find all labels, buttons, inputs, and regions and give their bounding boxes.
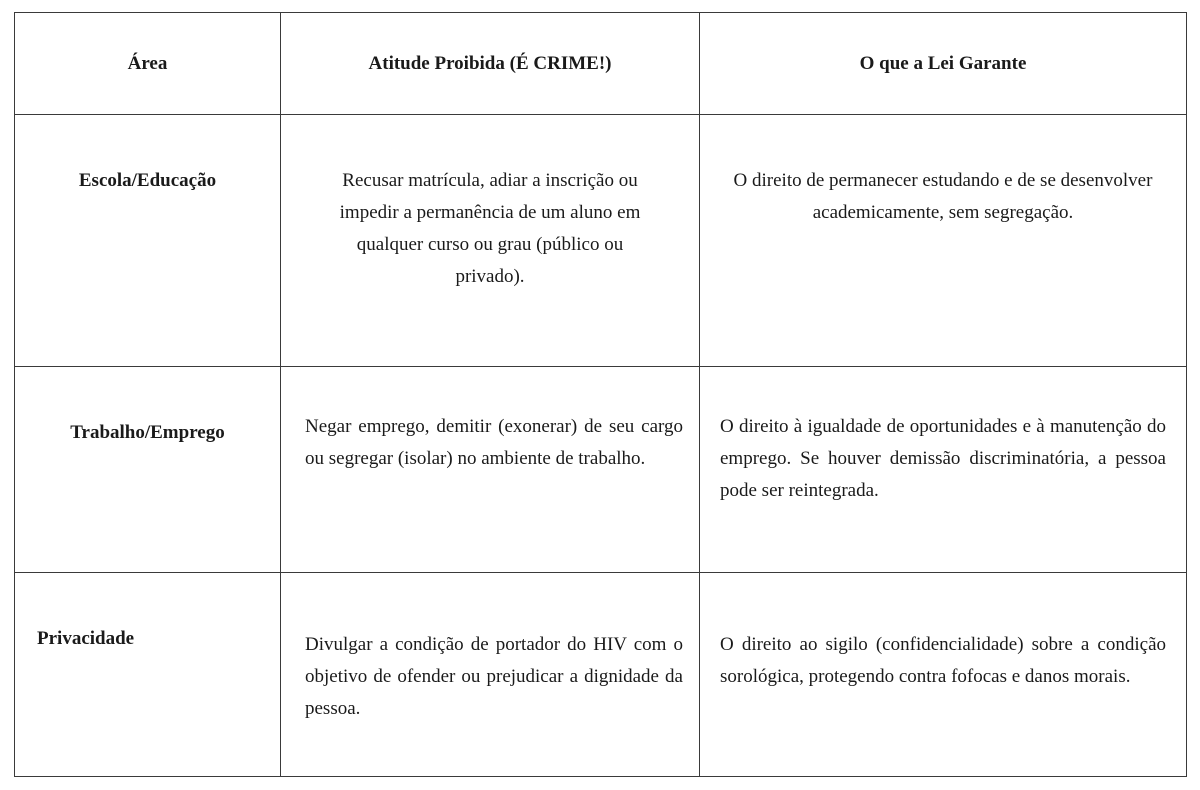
header-area: Área — [15, 13, 281, 115]
table-row — [15, 573, 1187, 777]
header-row — [15, 13, 1187, 115]
guaranteed-cell: O direito à igualdade de oportunidades e à manutenção do emprego. Se houver demissão discriminatória, a pessoa pode ser reintegrada. — [700, 367, 1187, 573]
header-prohibited-attitude: Atitude Proibida (É CRIME!) — [281, 13, 700, 115]
guaranteed-cell: O direito ao sigilo (confidencialidade) sobre a condição sorológica, protegendo contra fofocas e danos morais. — [700, 573, 1187, 777]
table-row — [15, 367, 1187, 573]
table-row — [15, 115, 1187, 367]
area-cell: Privacidade — [15, 573, 281, 777]
prohibited-cell: Recusar matrícula, adiar a inscrição ou impedir a permanência de um aluno em qualquer curso ou grau (público ou privado). — [281, 115, 700, 367]
guaranteed-cell: O direito de permanecer estudando e de se desenvolver academicamente, sem segregação. — [700, 115, 1187, 367]
prohibited-cell: Divulgar a condição de portador do HIV com o objetivo de ofender ou prejudicar a dignidade da pessoa. — [281, 573, 700, 777]
area-cell: Trabalho/Emprego — [15, 367, 281, 573]
rights-table — [14, 12, 1187, 777]
area-cell: Escola/Educação — [15, 115, 281, 367]
header-law-guarantees: O que a Lei Garante — [700, 13, 1187, 115]
prohibited-cell: Negar emprego, demitir (exonerar) de seu cargo ou segregar (isolar) no ambiente de trabalho. — [281, 367, 700, 573]
